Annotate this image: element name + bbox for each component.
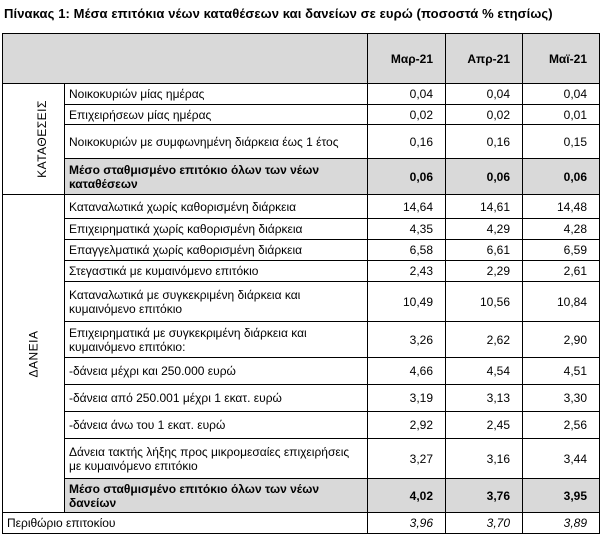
column-header: Μαϊ-21	[523, 34, 600, 84]
cell-value: 4,02	[368, 479, 446, 513]
cell-value: 2,90	[523, 322, 600, 358]
deposits-side-label: ΚΑΤΑΘΕΣΕΙΣ	[3, 84, 65, 195]
table-row	[3, 105, 600, 125]
cell-value: 0,06	[368, 159, 446, 195]
cell-value: 3,16	[446, 439, 523, 479]
column-header: Απρ-21	[446, 34, 523, 84]
cell-value: 6,58	[368, 240, 446, 261]
row-label: Επιχειρηματικά χωρίς καθορισμένη διάρκεια	[65, 219, 368, 240]
table-row	[3, 439, 600, 479]
row-label: Νοικοκυριών με συμφωνημένη διάρκεια έως 1 έτος	[65, 125, 368, 159]
row-label: Μέσο σταθμισμένο επιτόκιο όλων των νέων δανείων	[65, 479, 368, 513]
cell-value: 2,43	[368, 261, 446, 282]
cell-value: 4,29	[446, 219, 523, 240]
row-label: Καταναλωτικά με συγκεκριμένη διάρκεια και κυμαινόμενο επιτόκιο	[65, 282, 368, 322]
cell-value: 0,15	[523, 125, 600, 159]
cell-value: 3,27	[368, 439, 446, 479]
cell-value: 2,61	[523, 261, 600, 282]
cell-value: 0,16	[446, 125, 523, 159]
row-label: -δάνεια άνω του 1 εκατ. ευρώ	[65, 412, 368, 439]
table-row	[3, 261, 600, 282]
cell-value: 0,02	[368, 105, 446, 125]
row-label: Περιθώριο επιτοκίου	[3, 513, 368, 534]
cell-value: 0,04	[523, 84, 600, 105]
row-label: Επιχειρήσεων μίας ημέρας	[65, 105, 368, 125]
table-row	[3, 322, 600, 358]
cell-value: 3,44	[523, 439, 600, 479]
cell-value: 0,02	[446, 105, 523, 125]
cell-value: 6,61	[446, 240, 523, 261]
row-label: Νοικοκυριών μίας ημέρας	[65, 84, 368, 105]
cell-value: 3,76	[446, 479, 523, 513]
cell-value: 3,95	[523, 479, 600, 513]
row-label: Στεγαστικά με κυμαινόμενο επιτόκιο	[65, 261, 368, 282]
cell-value: 3,13	[446, 385, 523, 412]
cell-value: 14,48	[523, 195, 600, 219]
cell-value: 0,01	[523, 105, 600, 125]
interest-rates-table	[2, 33, 600, 534]
table-row	[3, 282, 600, 322]
table-row	[3, 125, 600, 159]
loans-average-row	[3, 479, 600, 513]
table-row	[3, 385, 600, 412]
cell-value: 2,62	[446, 322, 523, 358]
cell-value: 2,29	[446, 261, 523, 282]
cell-value: 4,35	[368, 219, 446, 240]
loans-side-label: ΔΑΝΕΙΑ	[3, 195, 65, 513]
header-row	[3, 34, 600, 84]
cell-value: 2,45	[446, 412, 523, 439]
cell-value: 3,70	[446, 513, 523, 534]
cell-value: 2,92	[368, 412, 446, 439]
row-label: Επιχειρηματικά με συγκεκριμένη διάρκεια και κυμαινόμενο επιτόκιο:	[65, 322, 368, 358]
table-row	[3, 195, 600, 219]
table-row	[3, 358, 600, 385]
cell-value: 0,04	[446, 84, 523, 105]
cell-value: 10,49	[368, 282, 446, 322]
cell-value: 0,06	[446, 159, 523, 195]
cell-value: 3,19	[368, 385, 446, 412]
cell-value: 0,04	[368, 84, 446, 105]
cell-value: 4,51	[523, 358, 600, 385]
row-label: Μέσο σταθμισμένο επιτόκιο όλων των νέων καταθέσεων	[65, 159, 368, 195]
column-header: Μαρ-21	[368, 34, 446, 84]
row-label: Επαγγελματικά χωρίς καθορισμένη διάρκεια	[65, 240, 368, 261]
cell-value: 14,61	[446, 195, 523, 219]
row-label: Καταναλωτικά χωρίς καθορισμένη διάρκεια	[65, 195, 368, 219]
table-row	[3, 219, 600, 240]
cell-value: 0,16	[368, 125, 446, 159]
cell-value: 14,64	[368, 195, 446, 219]
cell-value: 0,06	[523, 159, 600, 195]
deposits-average-row	[3, 159, 600, 195]
cell-value: 3,96	[368, 513, 446, 534]
header-blank	[3, 34, 368, 84]
cell-value: 2,56	[523, 412, 600, 439]
cell-value: 10,84	[523, 282, 600, 322]
margin-row	[3, 513, 600, 534]
table-row	[3, 84, 600, 105]
table-row	[3, 240, 600, 261]
table-title: Πίνακας 1: Μέσα επιτόκια νέων καταθέσεων και δανείων σε ευρώ (ποσοστά % ετησίως)	[4, 6, 553, 21]
cell-value: 3,89	[523, 513, 600, 534]
row-label: -δάνεια μέχρι και 250.000 ευρώ	[65, 358, 368, 385]
cell-value: 4,66	[368, 358, 446, 385]
cell-value: 4,28	[523, 219, 600, 240]
table-row	[3, 412, 600, 439]
cell-value: 3,26	[368, 322, 446, 358]
cell-value: 4,54	[446, 358, 523, 385]
row-label: -δάνεια από 250.001 μέχρι 1 εκατ. ευρώ	[65, 385, 368, 412]
cell-value: 6,59	[523, 240, 600, 261]
row-label: Δάνεια τακτής λήξης προς μικρομεσαίες επιχειρήσεις με κυμαινόμενο επιτόκιο	[65, 439, 368, 479]
cell-value: 10,56	[446, 282, 523, 322]
cell-value: 3,30	[523, 385, 600, 412]
